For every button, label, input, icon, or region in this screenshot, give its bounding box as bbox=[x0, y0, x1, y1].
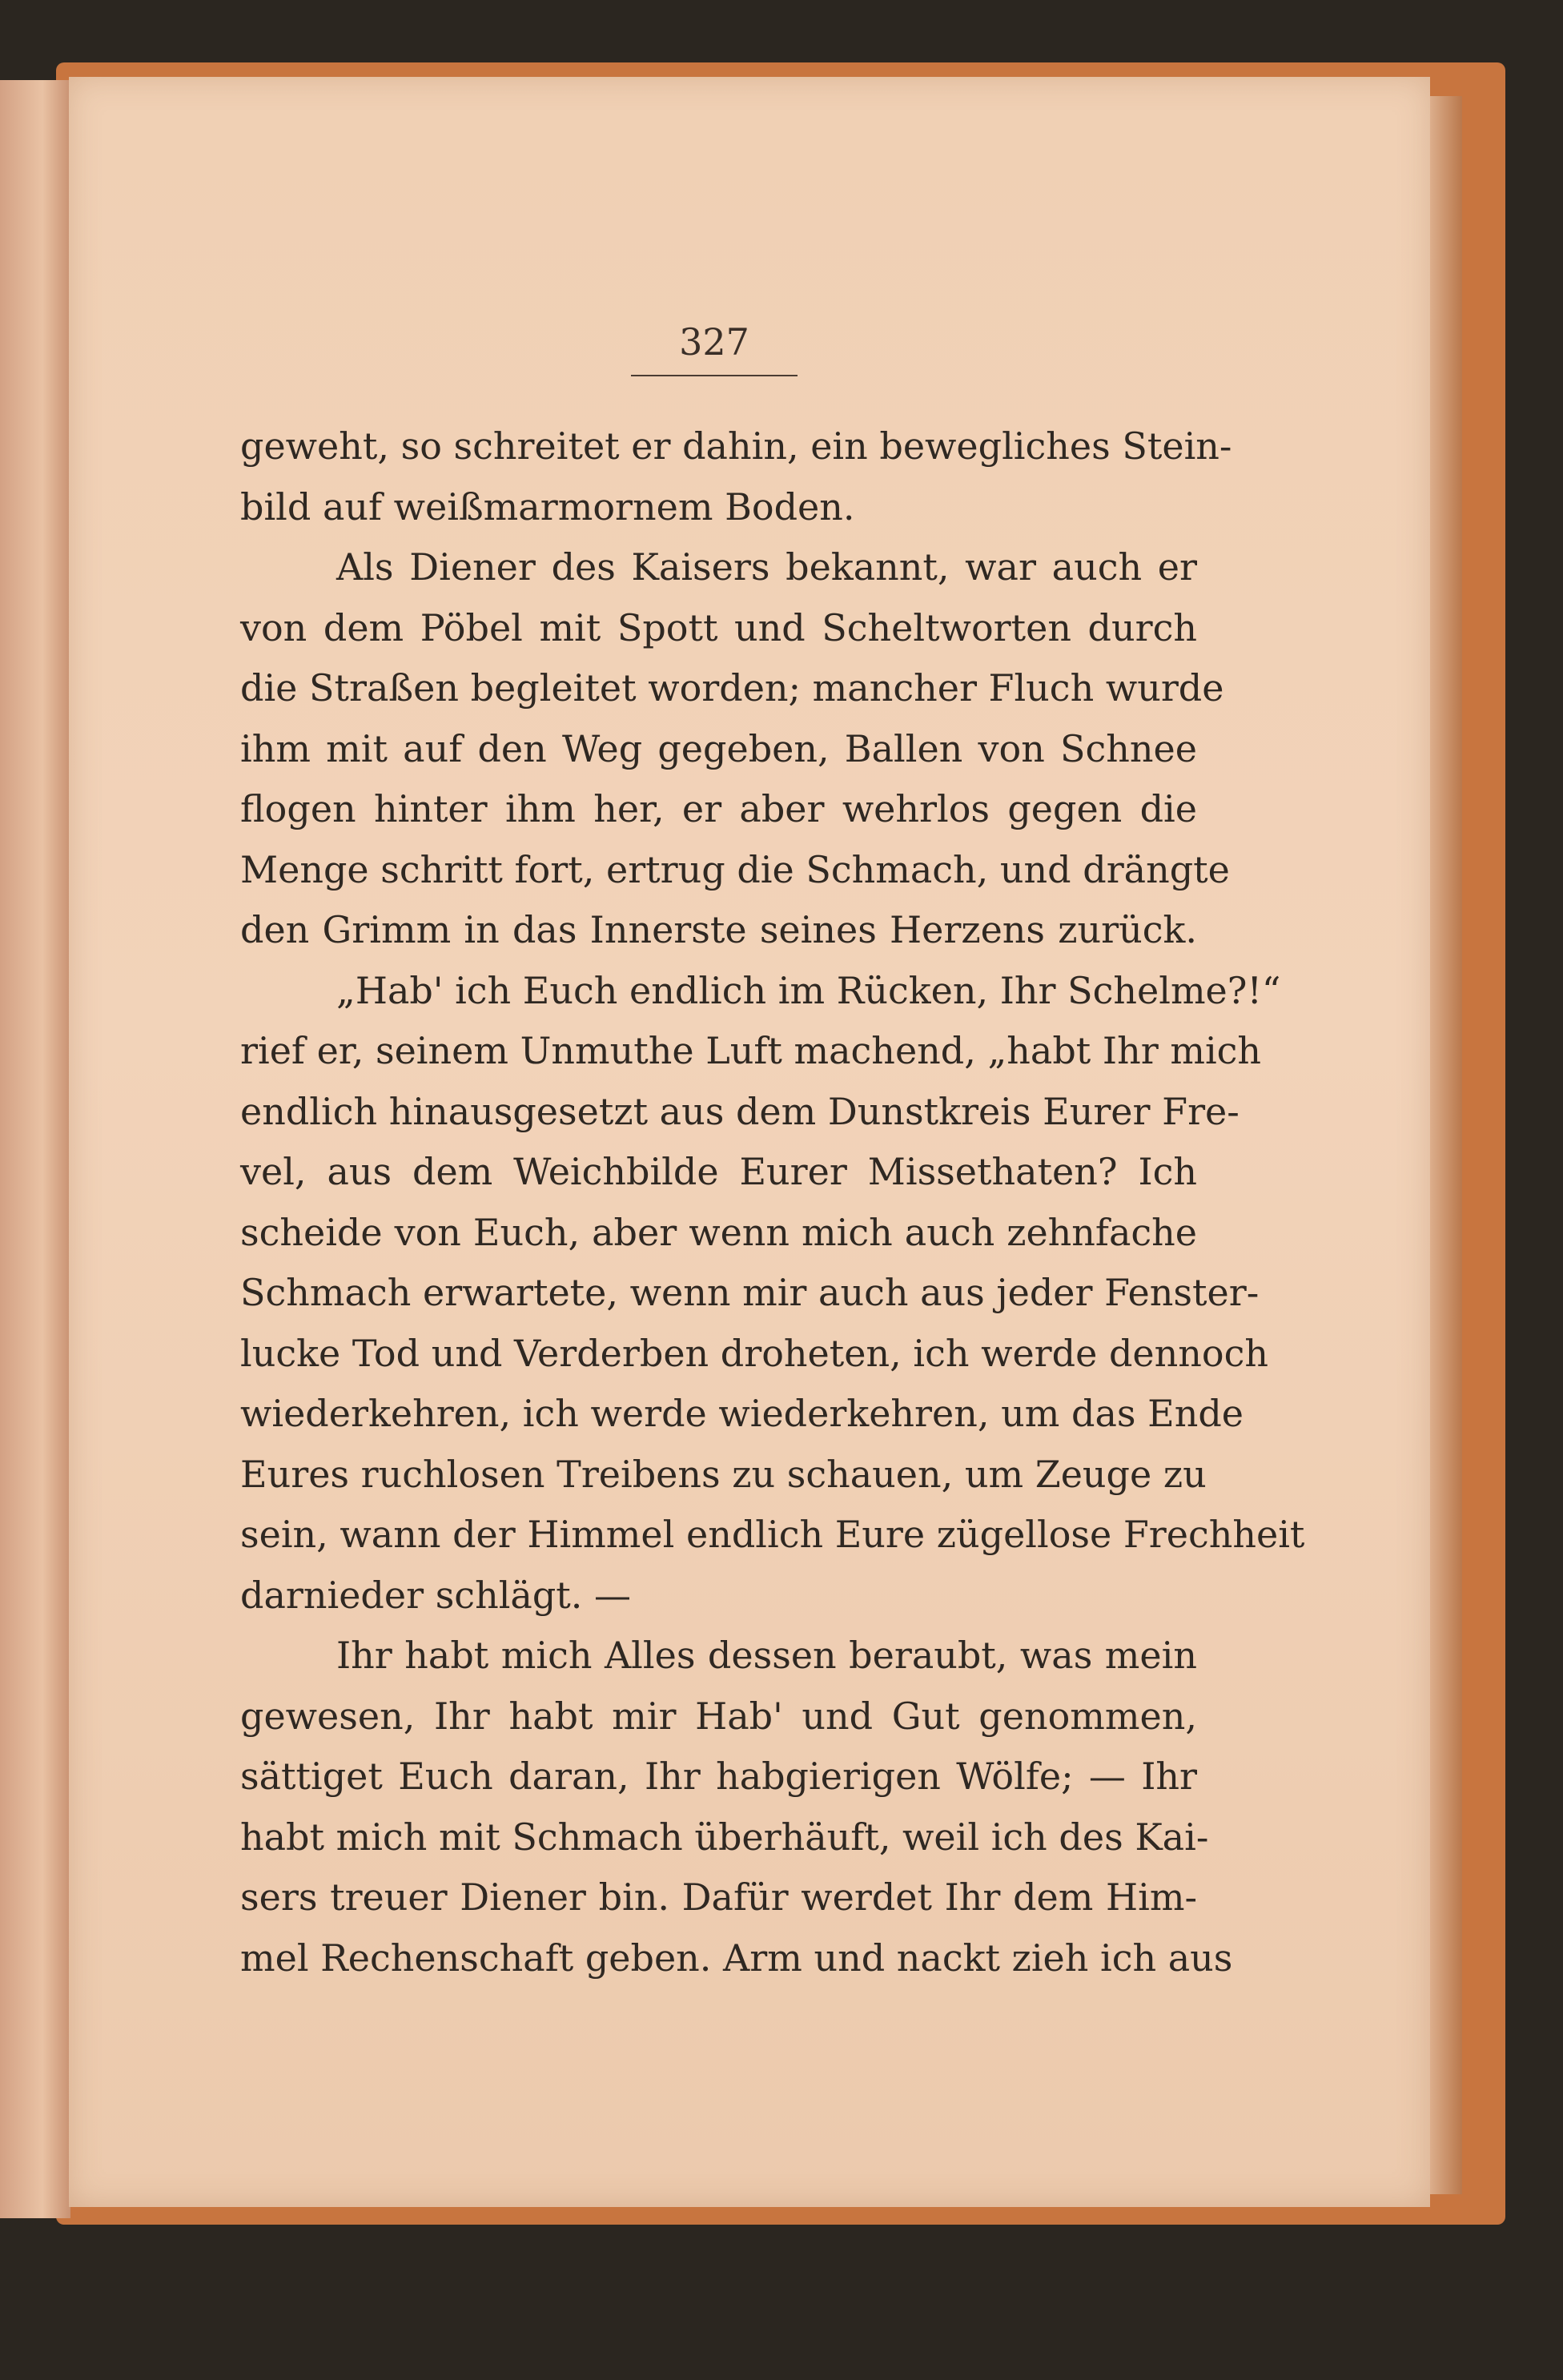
text-line: flogen hinter ihm her, er aber wehrlos gegen die bbox=[240, 787, 1197, 830]
text-line: darnieder schlägt. — bbox=[240, 1573, 632, 1617]
text-line: die Straßen begleitet worden; mancher Fluch wurde bbox=[240, 666, 1224, 710]
text-line: bild auf weißmarmornem Boden. bbox=[240, 484, 855, 529]
text-line: „Hab' ich Euch endlich im Rücken, Ihr Schelme?!“ bbox=[336, 968, 1281, 1012]
text-line: Schmach erwartete, wenn mir auch aus jeder Fenster- bbox=[240, 1271, 1260, 1314]
text-line: Als Diener des Kaisers bekannt, war auch er bbox=[336, 545, 1197, 589]
page-number: 327 bbox=[631, 320, 798, 376]
text-line: Menge schritt fort, ertrug die Schmach, und drängte bbox=[240, 847, 1230, 891]
body-text bbox=[240, 416, 1305, 1988]
text-line: sättiget Euch daran, Ihr habgierigen Wölfe; — Ihr bbox=[240, 1755, 1197, 1798]
text-line: endlich hinausgesetzt aus dem Dunstkreis Eurer Fre- bbox=[240, 1089, 1240, 1133]
text-line: Ihr habt mich Alles dessen beraubt, was mein bbox=[336, 1634, 1197, 1677]
text-line: mel Rechenschaft geben. Arm und nackt zieh ich aus bbox=[240, 1936, 1233, 1980]
text-line: sein, wann der Himmel endlich Eure zügellose Frechheit bbox=[240, 1513, 1305, 1556]
text-line: geweht, so schreitet er dahin, ein bewegliches Stein- bbox=[240, 424, 1232, 468]
text-line: lucke Tod und Verderben droheten, ich werde dennoch bbox=[240, 1331, 1268, 1375]
page-stack-edge bbox=[1430, 96, 1462, 2194]
text-line: habt mich mit Schmach überhäuft, weil ich des Kai- bbox=[240, 1815, 1209, 1859]
text-line: sers treuer Diener bin. Dafür werdet Ihr dem Him- bbox=[240, 1875, 1197, 1919]
text-line: wiederkehren, ich werde wiederkehren, um das Ende bbox=[240, 1392, 1244, 1435]
text-line: scheide von Euch, aber wenn mich auch zehnfache bbox=[240, 1210, 1197, 1254]
left-page-edge bbox=[0, 80, 70, 2218]
text-line: rief er, seinem Unmuthe Luft machend, „habt Ihr mich bbox=[240, 1029, 1262, 1072]
text-line: von dem Pöbel mit Spott und Scheltworten durch bbox=[240, 605, 1197, 649]
text-line: Eures ruchlosen Treibens zu schauen, um Zeuge zu bbox=[240, 1452, 1207, 1496]
text-line: ihm mit auf den Weg gegeben, Ballen von Schnee bbox=[240, 726, 1197, 770]
text-line: vel, aus dem Weichbilde Eurer Missethaten? Ich bbox=[240, 1150, 1197, 1193]
text-line: den Grimm in das Innerste seines Herzens zurück. bbox=[240, 908, 1197, 951]
text-line: gewesen, Ihr habt mir Hab' und Gut genommen, bbox=[240, 1694, 1197, 1738]
